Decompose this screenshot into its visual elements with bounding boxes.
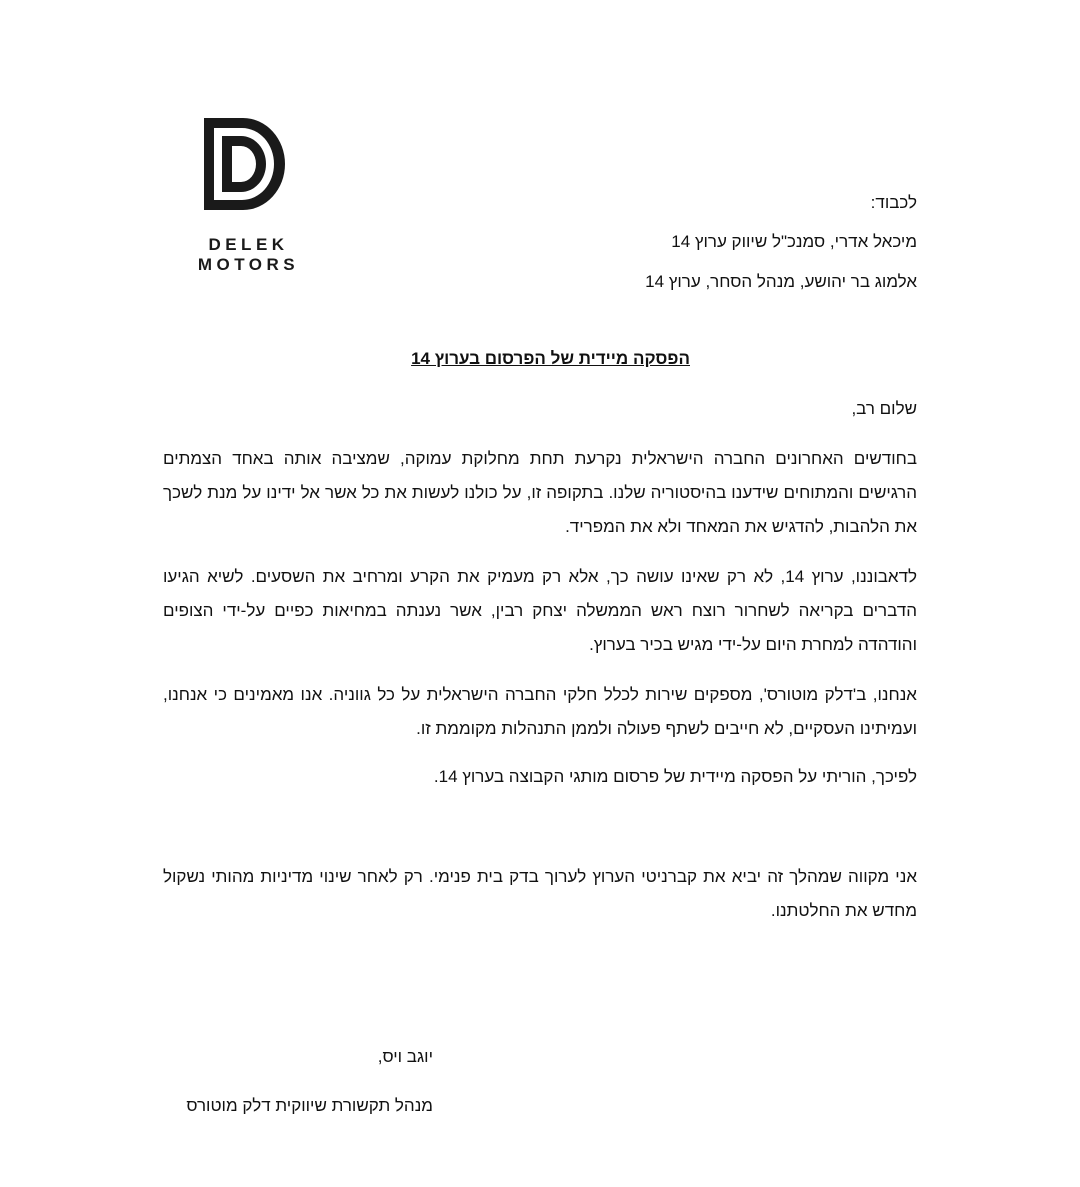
paragraph-4: לפיכך, הוריתי על הפסקה מיידית של פרסום מותגי הקבוצה בערוץ 14. bbox=[433, 767, 917, 786]
recipient-line-2: אלמוג בר יהושע, מנהל הסחר, ערוץ 14 bbox=[645, 272, 917, 291]
letter-subject: הפסקה מיידית של הפרסום בערוץ 14 bbox=[411, 349, 690, 368]
signature-name: יוגב ויס, bbox=[377, 1047, 433, 1066]
paragraph-1: בחודשים האחרונים החברה הישראלית נקרעת תחת מחלוקת עמוקה, שמציבה אותה באחד הצמתים הרגישים והמתוחים שידענו בהיסטוריה שלנו. בתקופה זו, על כולנו לעשות את כל אשר אל ידינו על מנת לשכך את הלהבות, להדגיש את המאחד ולא את המפריד. bbox=[163, 449, 917, 536]
signature-title: מנהל תקשורת שיווקית דלק מוטורס bbox=[186, 1096, 433, 1115]
paragraph-3: אנחנו, ב'דלק מוטורס', מספקים שירות לכלל חלקי החברה הישראלית על כל גווניה. אנו מאמינים כי אנחנו, ועמיתינו העסקיים, לא חייבים לשתף פעולה ולממן התנהלות מקוממת זו. bbox=[163, 685, 917, 738]
paragraph-2: לדאבוננו, ערוץ 14, לא רק שאינו עושה כך, אלא רק מעמיק את הקרע ומרחיב את השסעים. לשיא הגיעו הדברים בקריאה לשחרור רוצח ראש הממשלה יצחק רבין, אשר נענתה במחיאות כפיים על-ידי הצופים והודהדה למחרת היום על-ידי מגיש בכיר בערוץ. bbox=[163, 567, 918, 654]
recipient-line-1: מיכאל אדרי, סמנכ"ל שיווק ערוץ 14 bbox=[671, 232, 917, 251]
brand-name: DELEK MOTORS bbox=[197, 235, 300, 274]
paragraph-5: אני מקווה שמהלך זה יביא את קברניטי הערוץ לערוך בדק בית פנימי. רק לאחר שינוי מדיניות מהותי נשקול מחדש את החלטתנו. bbox=[163, 867, 917, 920]
salutation: לכבוד: bbox=[870, 193, 917, 212]
greeting: שלום רב, bbox=[851, 399, 917, 418]
